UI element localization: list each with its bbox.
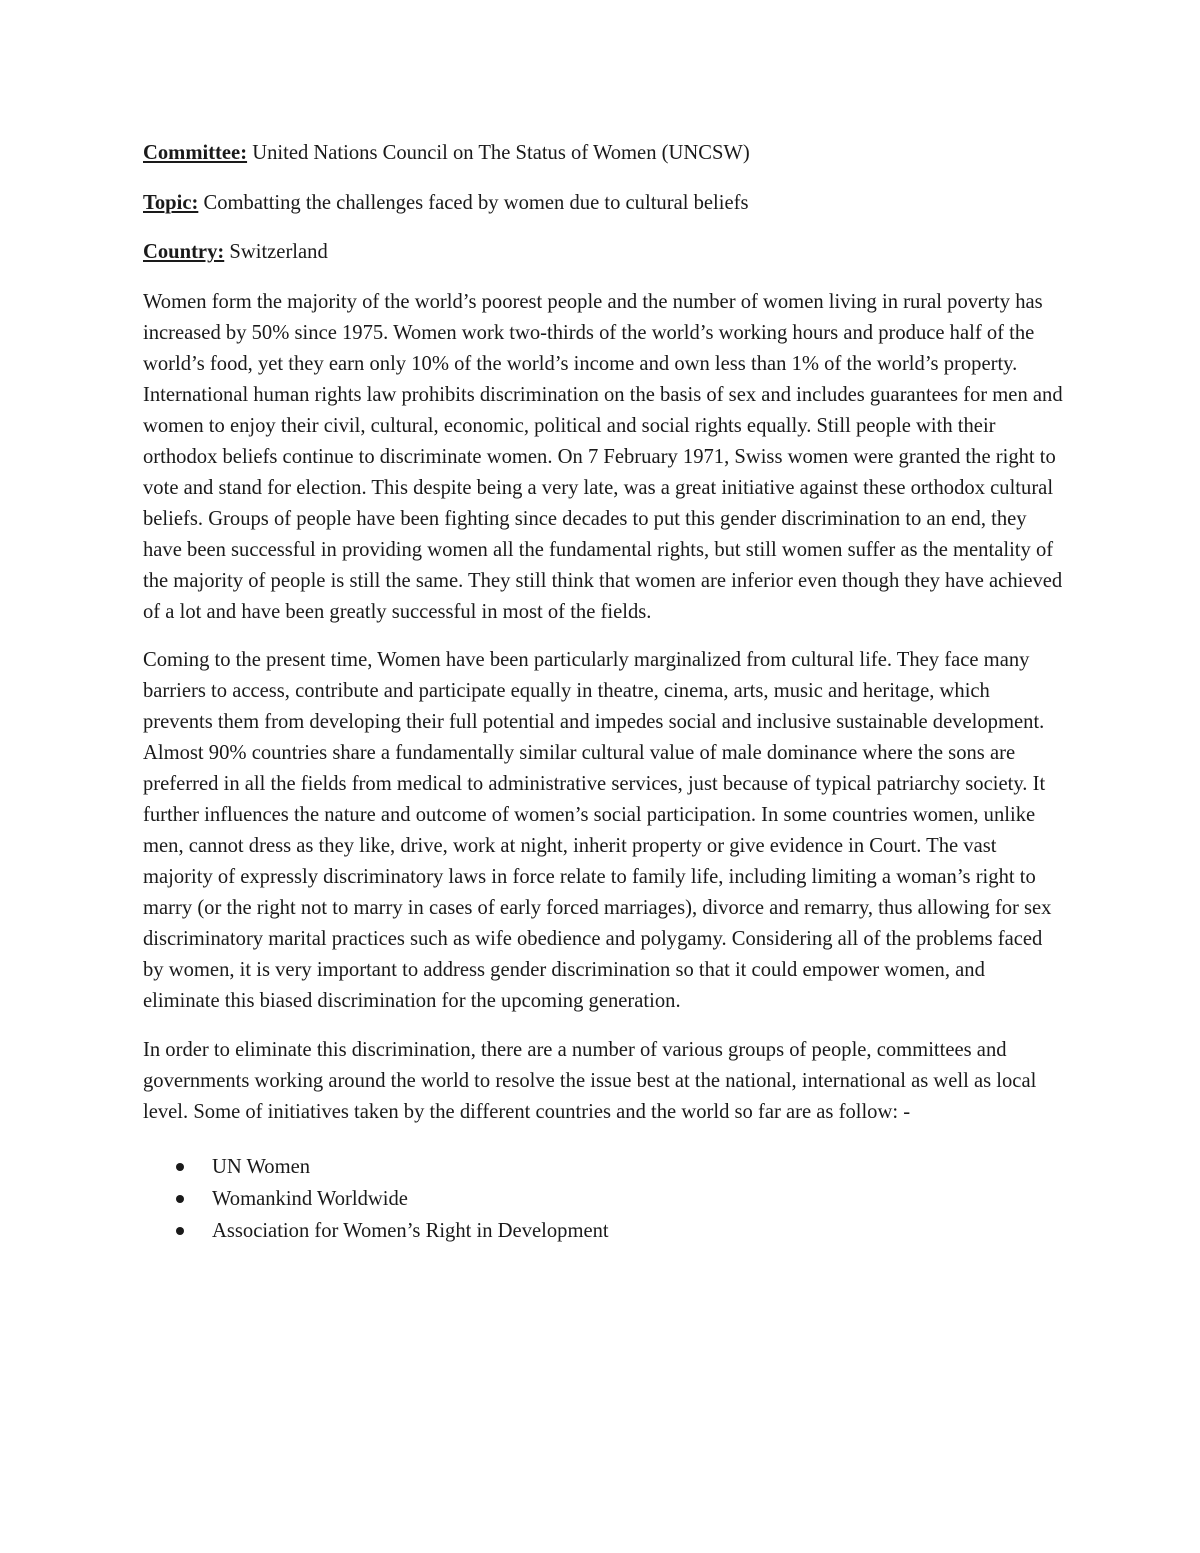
bullet-icon: [176, 1195, 184, 1203]
body-paragraph-1: Women form the majority of the world’s poorest people and the number of women living in rural poverty has increased by 50% since 1975. Women work two-thirds of the world’s working hours and produce half of the world’s food, yet they earn only 10% of the world’s income and own less than 1% of the world’s property. International human rights law prohibits discrimination on the basis of sex and includes guarantees for men and women to enjoy their civil, cultural, economic, political and social rights equally. Still people with their orthodox beliefs continue to discriminate women. On 7 February 1971, Swiss women were granted the right to vote and stand for election. This despite being a very late, was a great initiative against these orthodox cultural beliefs. Groups of people have been fighting since decades to put this gender discrimination to an end, they have been successful in providing women all the fundamental rights, but still women suffer as the mentality of the majority of people is still the same. They still think that women are inferior even though they have achieved of a lot and have been greatly successful in most of the fields.: [143, 290, 1063, 623]
country-line: [143, 237, 1063, 268]
list-item-label: UN Women: [212, 1155, 311, 1178]
country-label: Country:: [143, 241, 225, 263]
topic-line: [143, 188, 1063, 219]
committee-label: Committee:: [143, 142, 248, 164]
body-paragraph-3: In order to eliminate this discrimination, there are a number of various groups of people, committees and governments working around the world to resolve the issue best at the national, international as well as local level. Some of initiatives taken by the different countries and the world so far are as follow: -: [143, 1038, 1037, 1123]
document-page: [143, 138, 1063, 1247]
list-item: [143, 1183, 1063, 1215]
topic-value: Combatting the challenges faced by women due to cultural beliefs: [203, 191, 749, 214]
list-item: [143, 1151, 1063, 1183]
bullet-icon: [176, 1163, 184, 1171]
country-value: Switzerland: [229, 241, 328, 263]
bullet-icon: [176, 1227, 184, 1235]
committee-line: [143, 138, 1063, 169]
list-item-label: Association for Women’s Right in Development: [212, 1219, 609, 1242]
initiatives-list: [143, 1151, 1063, 1247]
committee-value: United Nations Council on The Status of Women (UNCSW): [252, 142, 750, 164]
list-item-label: Womankind Worldwide: [212, 1187, 408, 1210]
topic-label: Topic:: [143, 191, 199, 214]
body-paragraph-2: Coming to the present time, Women have been particularly marginalized from cultural life. They face many barriers to access, contribute and participate equally in theatre, cinema, arts, music and heritage, which prevents them from developing their full potential and impedes social and inclusive sustainable development. Almost 90% countries share a fundamentally similar cultural value of male dominance where the sons are preferred in all the fields from medical to administrative services, just because of typical patriarchy society. It further influences the nature and outcome of women’s social participation. In some countries women, unlike men, cannot dress as they like, drive, work at night, inherit property or give evidence in Court. The vast majority of expressly discriminatory laws in force relate to family life, including limiting a woman’s right to marry (or the right not to marry in cases of early forced marriages), divorce and remarry, thus allowing for sex discriminatory marital practices such as wife obedience and polygamy. Considering all of the problems faced by women, it is very important to address gender discrimination so that it could empower women, and eliminate this biased discrimination for the upcoming generation.: [143, 649, 1052, 1012]
list-item: [143, 1215, 1063, 1247]
